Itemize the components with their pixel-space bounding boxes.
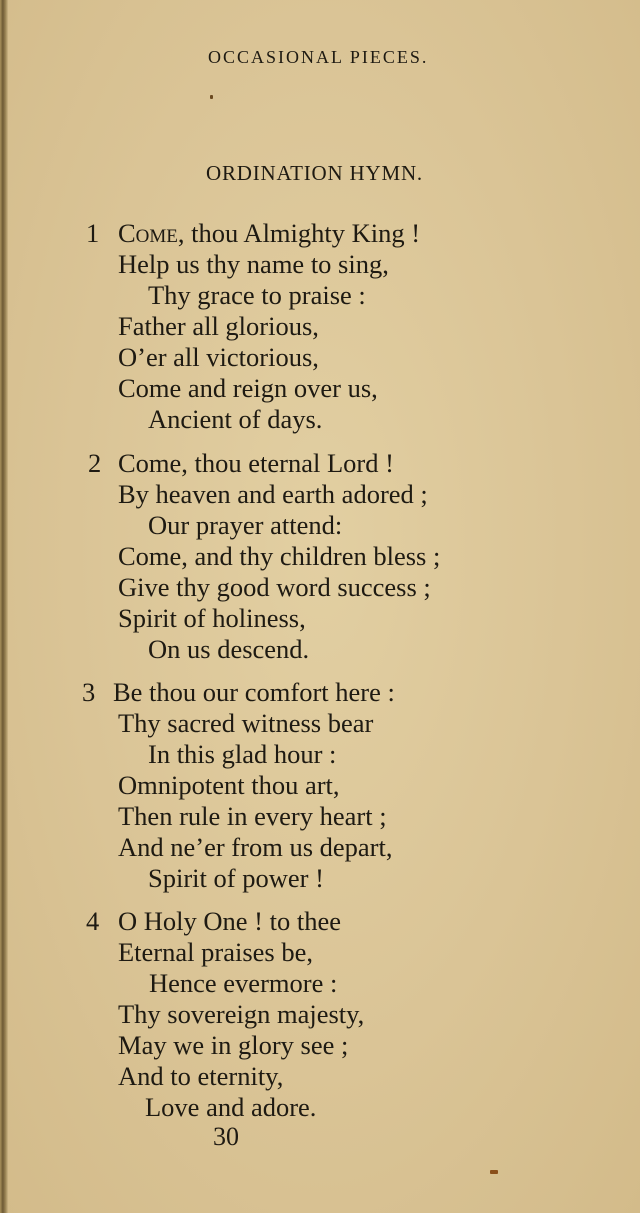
verse-line: Thy sovereign majesty, [118,999,365,1029]
verse-line: Eternal praises be, [118,937,313,967]
stanza-number: 3 [82,677,96,707]
book-spine-edge [0,0,8,1213]
verse-line: And ne’er from us depart, [118,832,393,862]
stanza-number: 2 [88,448,102,478]
verse-line: Come and reign over us, [118,373,378,403]
verse-line: Spirit of power ! [148,863,324,893]
verse-line: By heaven and earth adored ; [118,479,428,509]
stanza-number: 1 [86,218,100,248]
verse-line: Spirit of holiness, [118,603,306,633]
hymn-title: ORDINATION HYMN. [206,161,423,185]
page-number: 30 [213,1122,239,1151]
verse-line: Come, and thy children bless ; [118,541,441,571]
verse-line: Then rule in every heart ; [118,801,387,831]
verse-line: Hence evermore : [149,968,338,998]
stanza-number: 4 [86,906,100,936]
verse-line: Be thou our comfort here : [113,677,395,707]
verse-line: O’er all victorious, [118,342,319,372]
verse-line [118,220,420,247]
verse-line: And to eternity, [118,1061,284,1091]
verse-line: Come, thou eternal Lord ! [118,448,394,478]
verse-line: Thy grace to praise : [148,280,366,310]
verse-line: Omnipotent thou art, [118,770,340,800]
verse-line: On us descend. [148,634,310,664]
ink-speck [210,95,213,99]
verse-line: Father all glorious, [118,311,319,341]
verse-line: Help us thy name to sing, [118,249,389,279]
verse-line: Our prayer attend: [148,510,343,540]
verse-line: In this glad hour : [148,739,337,769]
verse-line-text: thou Almighty King ! [184,218,421,248]
first-word: Come, [118,218,185,248]
verse-line: Thy sacred witness bear [118,708,374,738]
verse-line: Love and adore. [145,1092,317,1122]
ink-speck [490,1170,498,1174]
verse-line: Give thy good word success ; [118,572,431,602]
running-head: OCCASIONAL PIECES. [208,47,429,67]
verse-line: Ancient of days. [148,404,323,434]
verse-line: O Holy One ! to thee [118,906,341,936]
verse-line: May we in glory see ; [118,1030,349,1060]
